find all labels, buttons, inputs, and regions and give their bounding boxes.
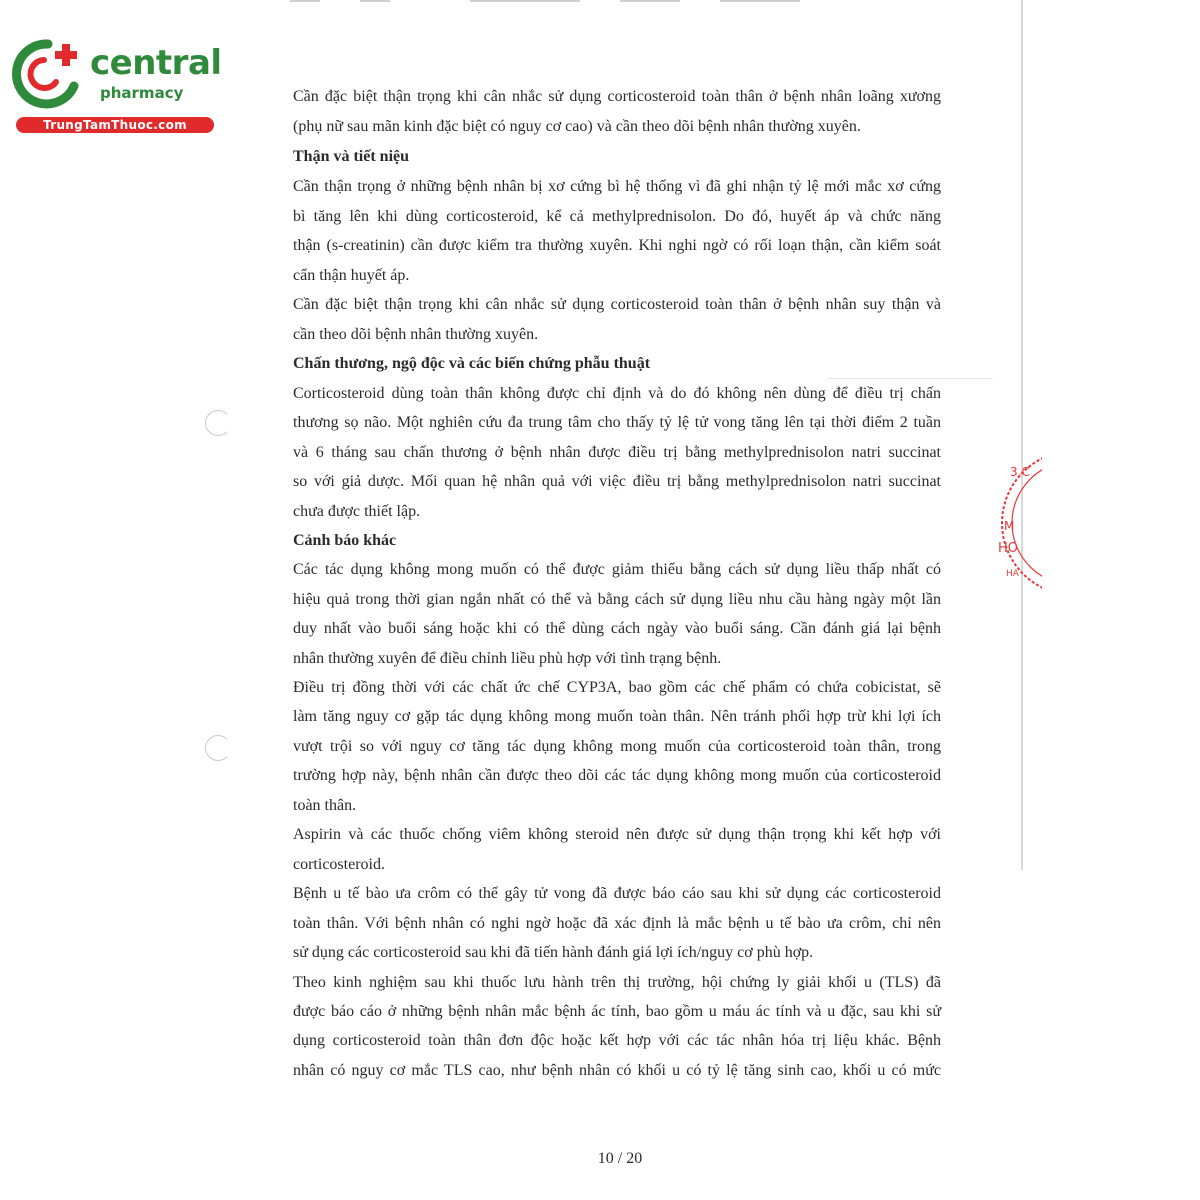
logo-site-url[interactable]: TrungTamThuoc.com xyxy=(16,117,214,133)
red-stamp-fragment xyxy=(992,448,1042,598)
stamp-circle-icon xyxy=(992,448,1042,598)
text-line: bì tăng lên khi dùng corticosteroid, kể cả methylprednisolon. Do đó, huyết áp và chức năng xyxy=(293,208,941,225)
text-line: dụng corticosteroid toàn thân đơn độc hoặc kết hợp với các tác nhân hóa trị liệu khác. Bệnh xyxy=(293,1032,941,1049)
text-line: toàn thân. Với bệnh nhân có nghi ngờ hoặc đã xác định là mắc bệnh u tế bào ưa crôm, chỉ nên xyxy=(293,915,941,932)
logo-sub-text: pharmacy xyxy=(100,84,184,102)
stamp-text: HA xyxy=(1006,569,1019,579)
section-heading: Thận và tiết niệu xyxy=(293,148,410,165)
text-line: (phụ nữ sau mãn kinh đặc biệt có nguy cơ cao) và cần theo dõi bệnh nhân thường xuyên. xyxy=(293,118,861,135)
text-line: Corticosteroid dùng toàn thân không được chỉ định và do đó không nên dùng để điều trị chấn xyxy=(293,385,941,402)
text-line: nhân có nguy cơ mắc TLS cao, như bệnh nhân có khối u có tỷ lệ tăng sinh cao, khối u có mức xyxy=(293,1062,941,1079)
logo-brand-text: central xyxy=(90,43,222,83)
scan-artifact xyxy=(828,378,993,379)
text-line: được báo cáo ở những bệnh nhân mắc bệnh ác tính, bao gồm u máu ác tính và u đặc, sau khi sử xyxy=(293,1003,941,1020)
text-line: cẩn thận huyết áp. xyxy=(293,267,410,284)
text-line: toàn thân. xyxy=(293,797,357,814)
text-line: nhân thường xuyên để điều chỉnh liều phù hợp với tình trạng bệnh. xyxy=(293,650,722,667)
text-line: Theo kinh nghiệm sau khi thuốc lưu hành trên thị trường, hội chứng ly giải khối u (TLS) đã xyxy=(293,974,941,991)
text-line: so với giả dược. Mối quan hệ nhân quả với việc điều trị bằng methylprednisolon natri succinat xyxy=(293,473,941,490)
text-line: Các tác dụng không mong muốn có thể được giảm thiểu bằng cách sử dụng liều thấp nhất có xyxy=(293,561,941,578)
text-line: Điều trị đồng thời với các chất ức chế CYP3A, bao gồm các chế phẩm có chứa cobicistat, sẽ xyxy=(293,679,941,696)
text-line: sử dụng các corticosteroid sau khi đã tiến hành đánh giá lợi ích/nguy cơ phù hợp. xyxy=(293,944,814,961)
text-line: và 6 tháng sau chấn thương ở bệnh nhân được điều trị bằng methylprednisolon natri succinat xyxy=(293,444,941,461)
text-line: Cần thận trọng ở những bệnh nhân bị xơ cứng bì hệ thống vì đã ghi nhận tỷ lệ mới mắc xơ cứng xyxy=(293,178,941,195)
text-line: thương sọ não. Một nghiên cứu đa trung tâm cho thấy tỷ lệ tử vong tăng lên tại thời điểm 2 tuần xyxy=(293,414,941,431)
text-line: Cần đặc biệt thận trọng khi cân nhắc sử dụng corticosteroid toàn thân ở bệnh nhân loãng xương xyxy=(293,88,941,105)
stamp-text: HO xyxy=(998,541,1019,556)
section-heading: Cảnh báo khác xyxy=(293,532,397,549)
page-number: 10 / 20 xyxy=(597,1150,643,1167)
text-line: Aspirin và các thuốc chống viêm không steroid nên được sử dụng thận trọng khi kết hợp với xyxy=(293,826,941,843)
text-line: chưa được thiết lập. xyxy=(293,503,421,520)
text-line: duy nhất vào buổi sáng hoặc khi có thể dùng cách ngày vào buổi sáng. Cần đánh giá lại bệnh xyxy=(293,620,941,637)
text-line: vượt trội so với nguy cơ tăng tác dụng không mong muốn của corticosteroid toàn thân, trong xyxy=(293,738,941,755)
punch-hole xyxy=(205,410,231,436)
text-line: làm tăng nguy cơ gặp tác dụng không mong muốn toàn thân. Nên tránh phối hợp trừ khi lợi ích xyxy=(293,708,941,725)
text-line: corticosteroid. xyxy=(293,856,385,873)
section-heading: Chấn thương, ngộ độc và các biến chứng phẫu thuật xyxy=(293,355,651,372)
page-edge-right xyxy=(1021,0,1023,870)
text-line: thận (s-creatinin) cần được kiểm tra thường xuyên. Khi nghi ngờ có rối loạn thận, cần kiểm soát xyxy=(293,237,941,254)
central-pharmacy-logo[interactable] xyxy=(10,38,222,138)
punch-hole xyxy=(205,735,231,761)
text-line: Cần đặc biệt thận trọng khi cân nhắc sử dụng corticosteroid toàn thân ở bệnh nhân suy thận và xyxy=(293,296,941,313)
stamp-text: 3.C xyxy=(1010,465,1030,479)
text-line: cần theo dõi bệnh nhân thường xuyên. xyxy=(293,326,539,343)
text-line: trường hợp này, bệnh nhân cần được theo dõi các tác dụng không mong muốn của corticosteroid xyxy=(293,767,941,784)
scan-top-marks xyxy=(290,0,890,3)
stamp-text: M xyxy=(1004,519,1015,533)
text-line: hiệu quả trong thời gian ngắn nhất có thể và bằng cách sử dụng liều nhu cầu hàng ngày một lần xyxy=(293,591,941,608)
text-line: Bệnh u tế bào ưa crôm có thể gây tử vong đã được báo cáo sau khi sử dụng các corticosteroid xyxy=(293,885,941,902)
logo-mark-icon xyxy=(10,38,90,110)
